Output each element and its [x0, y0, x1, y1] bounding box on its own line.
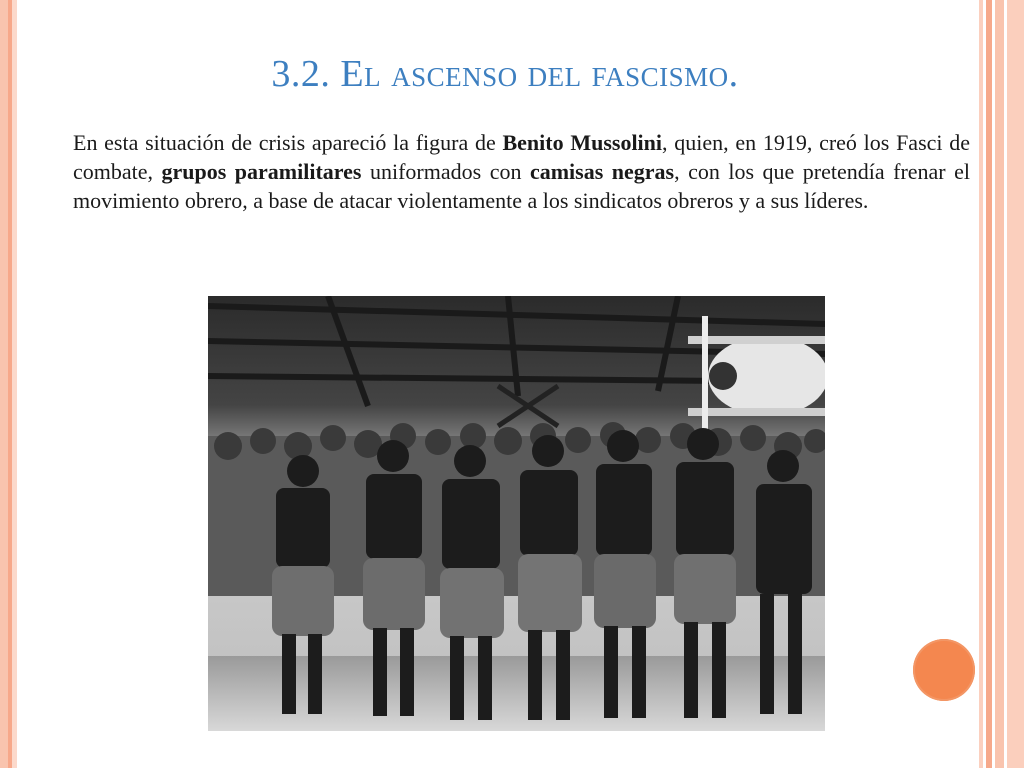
- paragraph-bold-text: Benito Mussolini: [502, 130, 663, 155]
- border-stripe: [0, 0, 8, 768]
- paragraph-bold-text: camisas negras: [529, 159, 675, 184]
- slide-body-paragraph: [73, 128, 970, 215]
- paragraph-text: En esta situación de crisis apareció la figura de: [73, 130, 503, 155]
- paragraph-text: , quien, en 1919, creó los Fasci de combate,: [73, 130, 970, 184]
- paragraph-bold-text: grupos paramilitares: [161, 159, 362, 184]
- paragraph-text: uniformados con: [361, 159, 530, 184]
- border-stripe: [12, 0, 17, 768]
- border-stripe: [1007, 0, 1024, 768]
- historical-photo: [208, 296, 825, 731]
- border-stripe: [995, 0, 1004, 768]
- decorative-circle: [913, 639, 975, 701]
- photo-illustration: [208, 296, 825, 731]
- paragraph-text: , con los que pretendía frenar el movimiento obrero, a base de atacar violentamente a los sindicatos obreros y a sus líderes.: [73, 159, 971, 213]
- slide-title: 3.2. El ascenso del fascismo.: [271, 53, 739, 95]
